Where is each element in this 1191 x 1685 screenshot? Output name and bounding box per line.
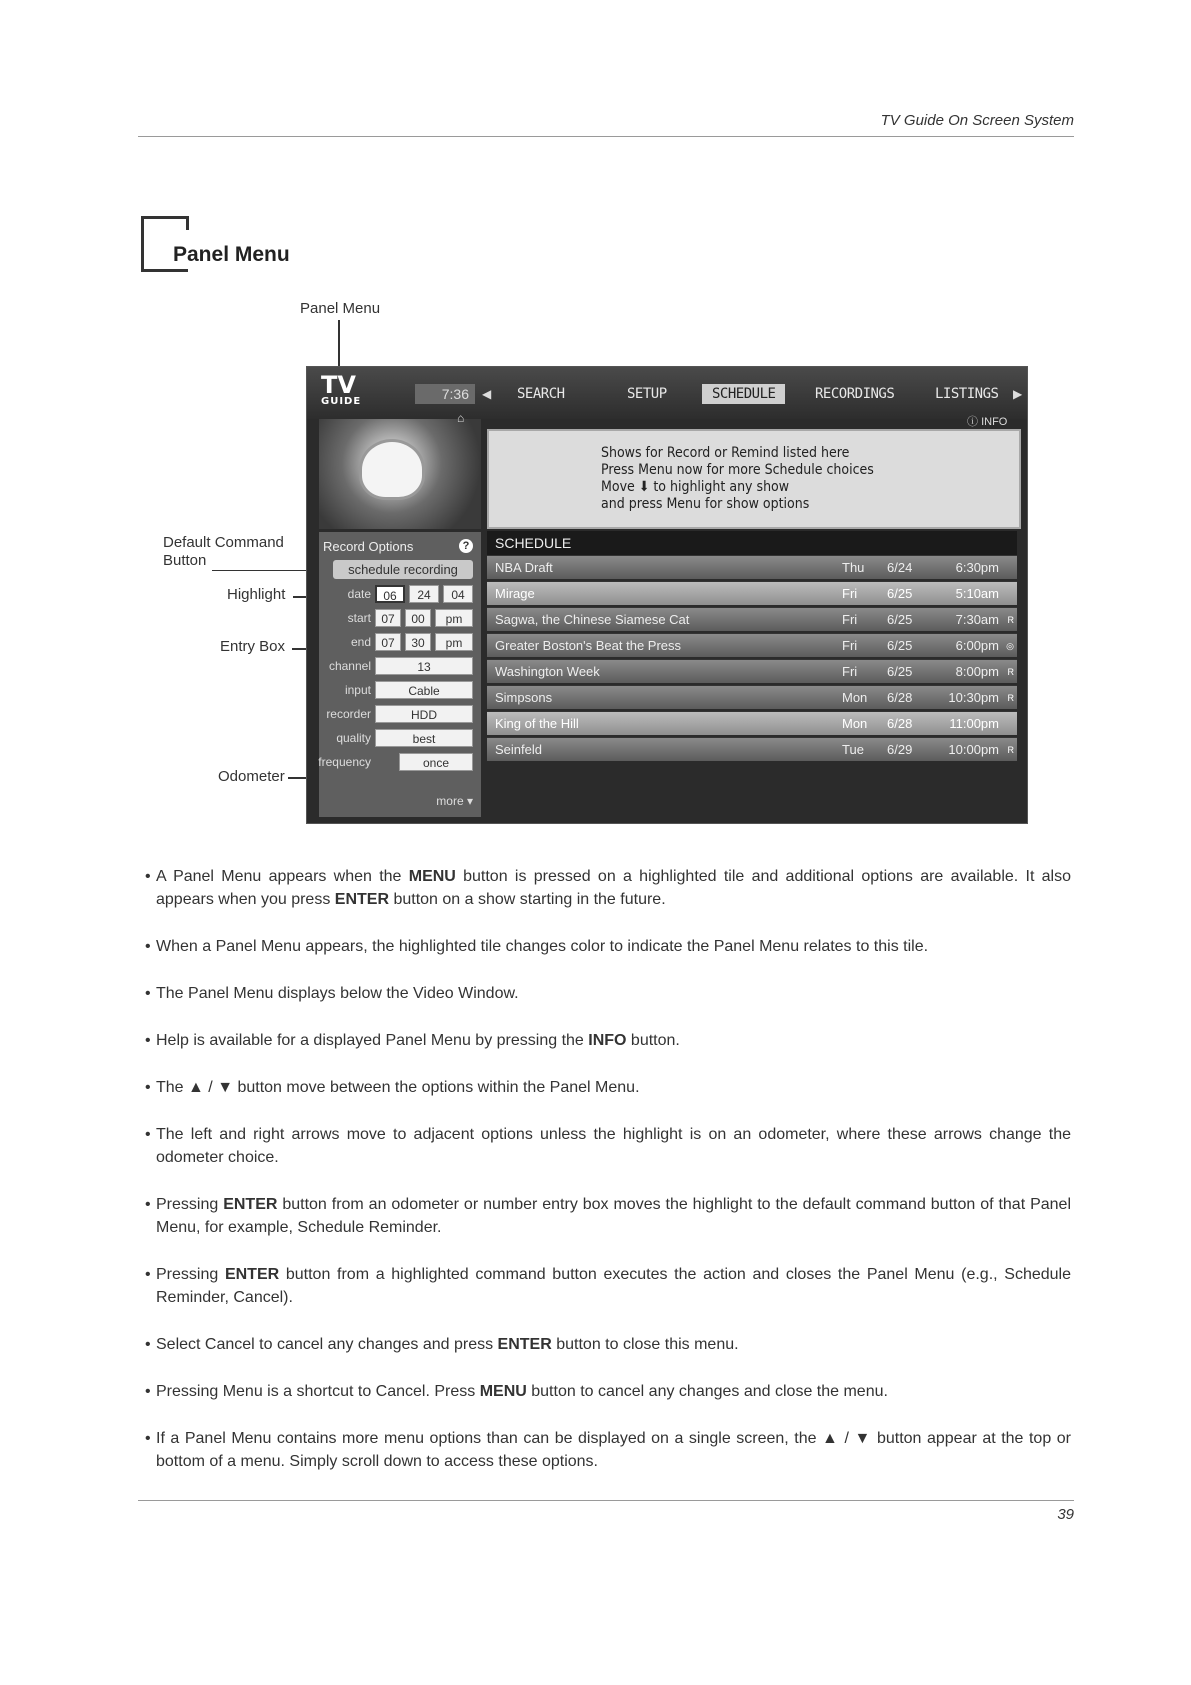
end-minute-box[interactable]: 30 [405,633,431,651]
tab-search[interactable]: SEARCH [517,386,565,402]
tab-setup[interactable]: SETUP [627,386,667,402]
clock: 7:36 [415,384,475,404]
header-title: TV Guide On Screen System [880,112,1074,129]
channel-entry-box[interactable]: 13 [375,657,473,675]
end-hour-box[interactable]: 07 [375,633,401,651]
bullet-item: • Select Cancel to cancel any changes and press ENTER button to close this menu. [145,1333,1071,1356]
frequency-row: frequency once [319,753,481,773]
bullet-list [145,865,1071,1497]
info-box [487,429,1021,529]
bullet-item: • When a Panel Menu appears, the highlighted tile changes color to indicate the Panel Menu relates to this tile. [145,935,1071,958]
quality-row: quality best [319,729,481,749]
schedule-row[interactable]: Sagwa, the Chinese Siamese Cat Fri 6/25 7:30am R [487,607,1017,631]
callout-entry-box: Entry Box [220,638,286,655]
bullet-item: • Help is available for a displayed Panel Menu by pressing the INFO button. [145,1029,1071,1052]
end-row: end 07 30 pm [319,633,481,653]
callout-default-command-2: Button [163,552,207,569]
callout-odometer: Odometer [218,768,285,785]
page-number: 39 [1057,1506,1074,1523]
date-day-box[interactable]: 24 [409,585,439,603]
tab-recordings[interactable]: RECORDINGS [815,386,895,402]
input-row: input Cable [319,681,481,701]
schedule-row[interactable]: NBA Draft Thu 6/24 6:30pm [487,555,1017,579]
schedule-heading: SCHEDULE [487,531,1017,555]
bullet-item: • The ▲ / ▼ button move between the options within the Panel Menu. [145,1076,1071,1099]
section-title: Panel Menu [173,243,290,266]
video-window [319,419,481,529]
end-ampm-odometer[interactable]: pm [435,633,473,651]
bullet-item: • If a Panel Menu contains more menu options than can be displayed on a single screen, the ▲ / ▼ button appear at the top or bottom of a menu. Simply scroll down to access these options. [145,1427,1071,1473]
tab-schedule[interactable]: SCHEDULE [702,384,785,404]
date-year-box[interactable]: 04 [443,585,473,603]
football-helmet-image [359,439,425,500]
panel-menu [319,532,481,817]
info-badge: ⓘ INFO [967,416,1008,428]
input-odometer[interactable]: Cable [375,681,473,699]
start-hour-box[interactable]: 07 [375,609,401,627]
bullet-item: • Pressing ENTER button from a highlighted command button executes the action and closes the Panel Menu (e.g., Schedule Reminder, Cancel). [145,1263,1071,1309]
callout-highlight: Highlight [227,586,286,603]
lock-icon: ⌂ [457,411,465,425]
quality-odometer[interactable]: best [375,729,473,747]
schedule-row[interactable]: King of the Hill Mon 6/28 11:00pm [487,711,1017,735]
nav-right-arrow-icon[interactable]: ▶ [1013,387,1023,401]
bullet-item: • A Panel Menu appears when the MENU button is pressed on a highlighted tile and additional options are available. It also appears when you press ENTER button on a show starting in the future. [145,865,1071,911]
recorder-row: recorder HDD [319,705,481,725]
bullet-item: • The Panel Menu displays below the Video Window. [145,982,1071,1005]
start-ampm-odometer[interactable]: pm [435,609,473,627]
tv-guide-screenshot [306,366,1028,824]
default-command-button[interactable]: schedule recording [333,560,473,579]
schedule-row[interactable]: Seinfeld Tue 6/29 10:00pm R [487,737,1017,761]
callout-panel-menu: Panel Menu [300,300,381,317]
tab-listings[interactable]: LISTINGS [935,386,999,402]
more-indicator[interactable]: more ▾ [436,794,473,808]
date-month-box[interactable]: 06 [375,585,405,603]
bullet-item: • The left and right arrows move to adjacent options unless the highlight is on an odometer, where these arrows change the odometer choice. [145,1123,1071,1169]
schedule-row[interactable]: Washington Week Fri 6/25 8:00pm R [487,659,1017,683]
nav-left-arrow-icon[interactable]: ◀ [482,387,492,401]
channel-row: channel 13 [319,657,481,677]
start-row: start 07 00 pm [319,609,481,629]
bullet-item: • Pressing Menu is a shortcut to Cancel. Press MENU button to cancel any changes and close the menu. [145,1380,1071,1403]
page-header [138,108,1074,137]
schedule-row[interactable]: Simpsons Mon 6/28 10:30pm R [487,685,1017,709]
callout-default-command: Default Command [163,534,284,551]
schedule-row[interactable]: Greater Boston's Beat the Press Fri 6/25 6:00pm ◎ [487,633,1017,657]
tv-guide-logo: TV GUIDE [321,371,362,407]
date-row: date 06 24 04 [319,585,481,605]
panel-menu-title: Record Options ? [323,536,477,558]
frequency-odometer[interactable]: once [399,753,473,771]
recorder-odometer[interactable]: HDD [375,705,473,723]
footer-rule [138,1500,1074,1501]
start-minute-box[interactable]: 00 [405,609,431,627]
help-icon[interactable]: ? [459,539,473,553]
nav-bar [307,367,1027,419]
bullet-item: • Pressing ENTER button from an odometer or number entry box moves the highlight to the default command button of that Panel Menu, for example, Schedule Reminder. [145,1193,1071,1239]
schedule-row[interactable]: Mirage Fri 6/25 5:10am [487,581,1017,605]
info-text: Shows for Record or Remind listed here Press Menu now for more Schedule choices Move ⬇ to highlight any show and press Menu for show options [601,445,874,512]
